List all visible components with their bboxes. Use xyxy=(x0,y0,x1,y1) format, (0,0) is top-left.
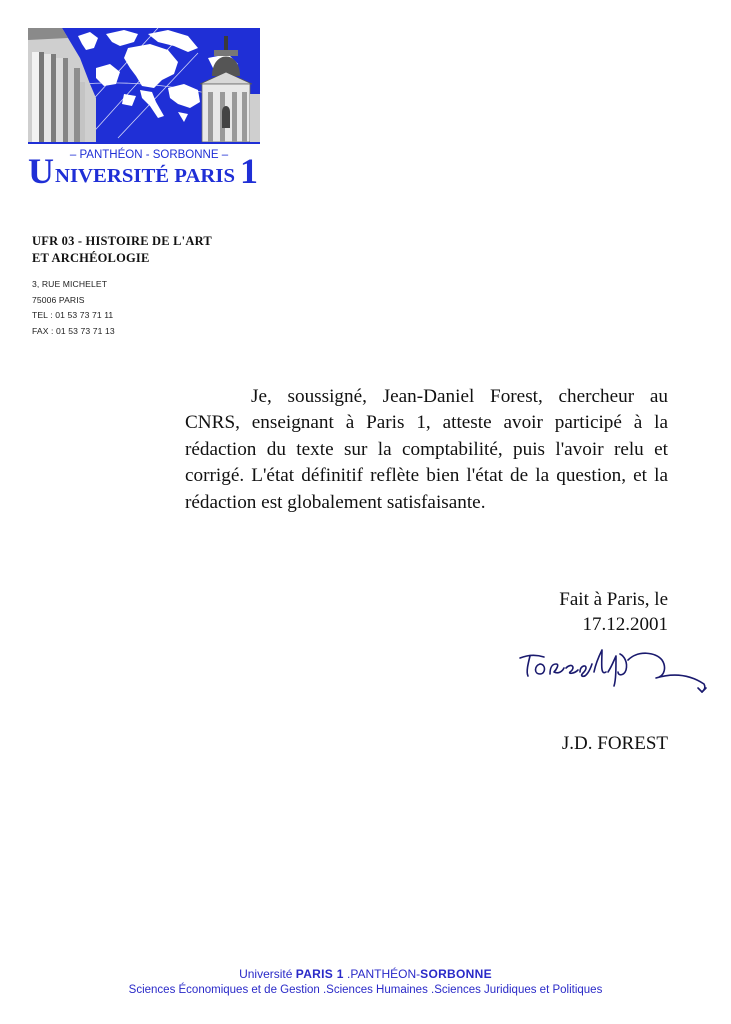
footer-prefix: Université xyxy=(239,967,296,981)
letter-paragraph: Je, soussigné, Jean-Daniel Forest, chercheur au CNRS, enseignant à Paris 1, atteste avoir participé à la rédaction du texte sur la comptabilité, puis l'avoir relu et corrigé. L'état définitif reflète bien l'état de la question, et la rédaction est globalement satisfaisante. xyxy=(185,386,668,513)
address-block xyxy=(32,277,115,339)
address-city: 75006 PARIS xyxy=(32,294,85,305)
university-logo xyxy=(28,28,260,184)
address-fax: FAX : 01 53 73 71 13 xyxy=(32,325,115,336)
logo-number: 1 xyxy=(240,151,258,184)
place-date xyxy=(559,587,668,637)
place-line: Fait à Paris, le xyxy=(559,589,668,610)
logo-initial: U xyxy=(28,151,54,184)
footer-university-line xyxy=(0,966,731,982)
address-tel: TEL : 01 53 73 71 11 xyxy=(32,310,114,320)
department-line-2: ET ARCHÉOLOGIE xyxy=(32,251,150,265)
department-line-1: UFR 03 - HISTOIRE DE L'ART xyxy=(32,234,212,248)
handwritten-signature xyxy=(516,642,716,702)
letter-body xyxy=(185,384,668,516)
footer-mid: .PANTHÉON- xyxy=(343,967,421,981)
footer-paris1: PARIS 1 xyxy=(295,967,344,981)
logo-name: NIVERSITÉ PARIS xyxy=(55,165,233,184)
date-line: 17.12.2001 xyxy=(582,614,668,635)
department-heading xyxy=(32,233,212,267)
university-logo-emblem xyxy=(28,28,260,184)
footer-faculties-line: Sciences Économiques et de Gestion .Sciences Humaines .Sciences Juridiques et Politiques xyxy=(128,984,603,996)
address-street: 3, RUE MICHELET xyxy=(32,279,108,289)
footer xyxy=(0,966,731,998)
logo-subtitle: – PANTHÉON - SORBONNE – xyxy=(69,149,229,161)
footer-sorbonne: SORBONNE xyxy=(420,967,492,981)
signer-name: J.D. FOREST xyxy=(561,733,668,754)
